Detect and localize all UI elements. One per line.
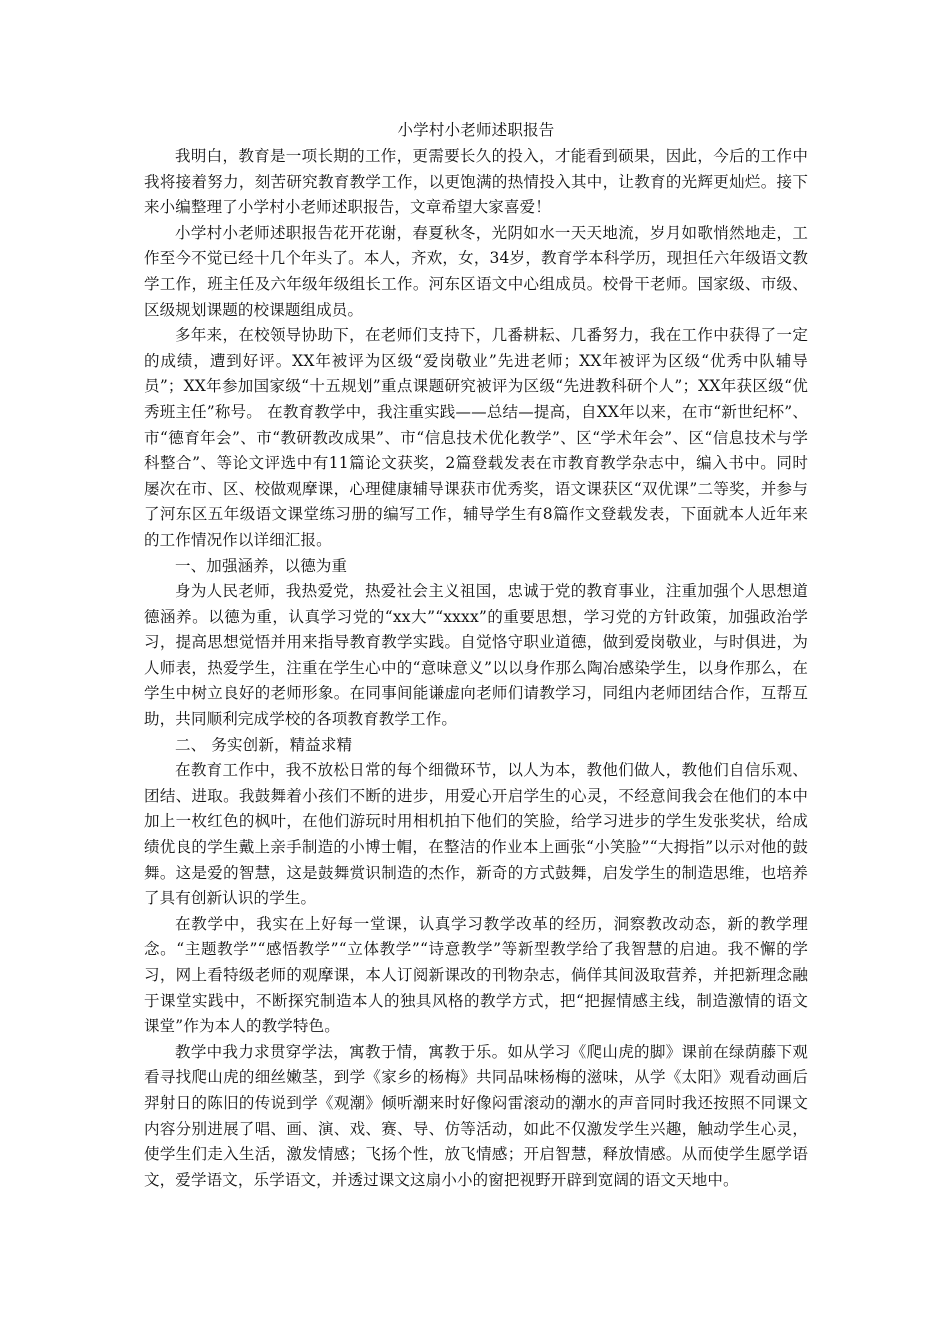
section2-paragraph-2: 在教学中，我实在上好每一堂课，认真学习教学改革的经历，洞察教改动态，新的教学理念。“主题教学”“感悟教学”“立体教学”“诗意教学”等新型教学给了我智慧的启迪。我不懈的学习，网上看特级老师的观摩课，本人订阅新课改的刊物杂志，倘佯其间汲取营养，并把新理念融于课堂实践中，不断探究制造本人的独具风格的教学方式，把“把握情感主线，制造激情的语文课堂”作为本人的教学特色。 [144,914,808,1036]
document-title: 小学村小老师述职报告 [397,121,555,139]
self-introduction-paragraph: 小学村小老师述职报告花开花谢，春夏秋冬，光阴如水一天天地流，岁月如歌悄然地走，工作至今不觉已经十几个年头了。本人，齐欢，女，34岁，教育学本科学历，现担任六年级语文教学工作，班主任及六年级年级组长工作。河东区语文中心组成员。校骨干老师。国家级、市级、区级规划课题的校课题组成员。 [144,223,808,319]
achievements-paragraph: 多年来，在校领导协助下，在老师们支持下，几番耕耘、几番努力，我在工作中获得了一定的成绩，遭到好评。XX年被评为区级“爱岗敬业”先进老师；XX年被评为区级“优秀中队辅导员”；XX年参加国家级“十五规划”重点课题研究被评为区级“先进教科研个人”；XX年获区级“优秀班主任”称号。 在教育教学中，我注重实践——总结—提高，自XX年以来，在市“新世纪杯”、市“德育年会”、市“教研教改成果”、市“信息技术优化教学”、区“学术年会”、区“信息技术与学科整合”、等论文评选中有11篇论文获奖，2篇登载发表在市教育教学杂志中，编入书中。同时屡次在市、区、校做观摩课，心理健康辅导课获市优秀奖，语文课获区“双优课”二等奖，并参与了河东区五年级语文课堂练习册的编写工作，辅导学生有8篇作文登载发表，下面就本人近年来的工作情况作以详细汇报。 [144,326,808,549]
section-heading-2: 二、 务实创新，精益求精 [175,735,353,754]
section2-paragraph-3: 教学中我力求贯穿学法，寓教于情，寓教于乐。如从学习《爬山虎的脚》课前在绿荫藤下观看寻找爬山虎的细丝嫩茎，到学《家乡的杨梅》共同品味杨梅的滋味，从学《太阳》观看动画后羿射日的陈旧的传说到学《观潮》倾听潮来时好像闷雷滚动的潮水的声音同时我还按照不同课文内容分别进展了唱、画、演、戏、赛、导、仿等活动，如此不仅激发学生兴趣，触动学生心灵，使学生们走入生活，激发情感；飞扬个性，放飞情感；开启智慧，释放情感。从而使学生愿学语文，爱学语文，乐学语文，并透过课文这扇小小的窗把视野开辟到宽阔的语文天地中。 [144,1042,808,1189]
document-page [144,118,808,1193]
intro-paragraph: 我明白，教育是一项长期的工作，更需要长久的投入，才能看到硕果，因此，今后的工作中我将接着努力，刻苦研究教育教学工作，以更饱满的热情投入其中，让教育的光辉更灿烂。接下来小编整理了小学村小老师述职报告，文章希望大家喜爱！ [144,147,808,217]
section1-paragraph: 身为人民老师，我热爱党，热爱社会主义祖国，忠诚于党的教育事业，注重加强个人思想道德涵养。以德为重，认真学习党的“xx大”“xxxx”的重要思想，学习党的方针政策，加强政治学习，提高思想觉悟并用来指导教育教学实践。自觉恪守职业道德，做到爱岗敬业，与时俱进，为人师表，热爱学生，注重在学生心中的“意味意义”以以身作那么陶冶感染学生，以身作那么，在学生中树立良好的老师形象。在同事间能谦虚向老师们请教学习，同组内老师团结合作，互帮互助，共同顺利完成学校的各项教育教学工作。 [144,582,808,729]
section2-paragraph-1: 在教育工作中，我不放松日常的每个细微环节，以人为本，教他们做人，教他们自信乐观、团结、进取。我鼓舞着小孩们不断的进步，用爱心开启学生的心灵，不经意间我会在他们的本中加上一枚红色的枫叶，在他们游玩时用相机拍下他们的笑脸，给学习进步的学生发张奖状，给成绩优良的学生戴上亲手制造的小博士帽，在整洁的作业本上画张“小笑脸”“大拇指”以示对他的鼓舞。这是爱的智慧，这是鼓舞赏识制造的杰作，新奇的方式鼓舞，启发学生的制造思维，也培养了具有创新认识的学生。 [144,761,808,908]
section-heading-1: 一、加强涵养，以德为重 [175,556,348,575]
